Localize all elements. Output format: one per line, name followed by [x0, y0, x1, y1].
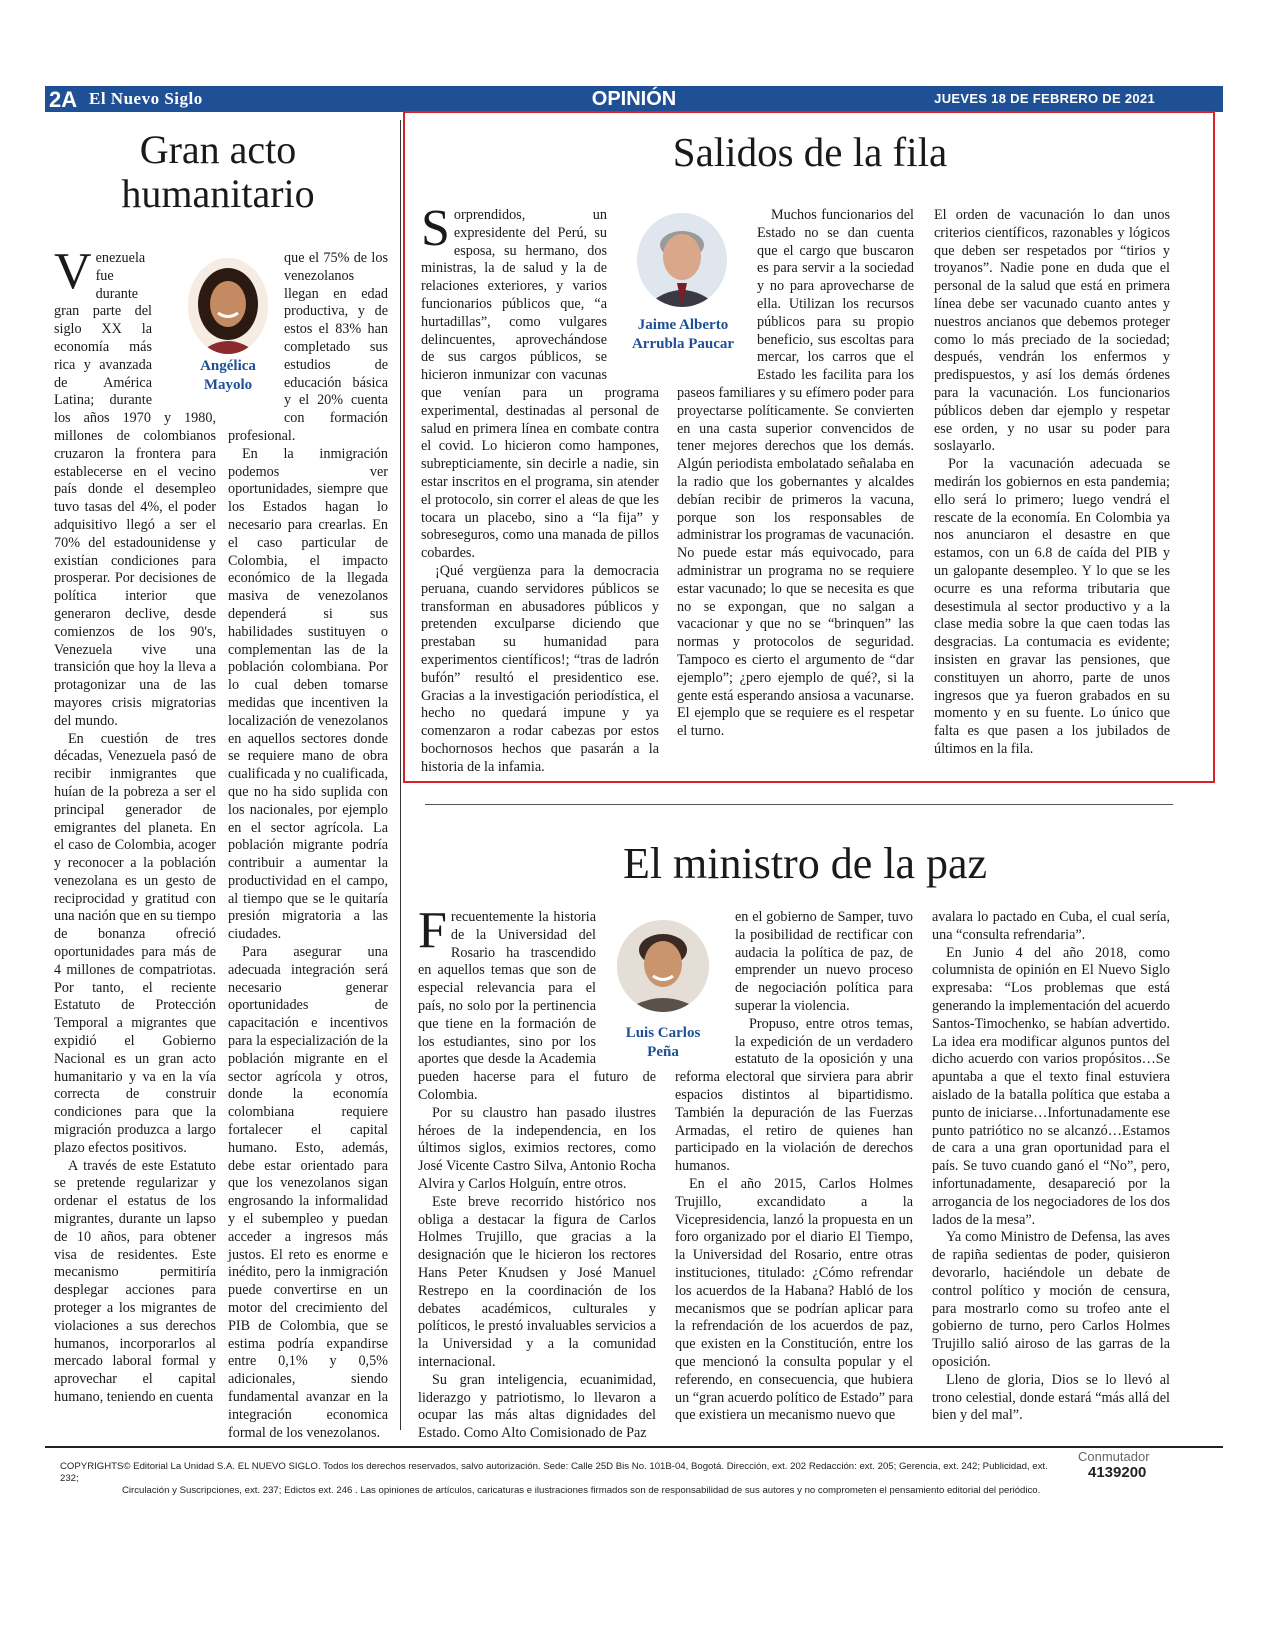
article3-author-line1: Luis Carlos — [625, 1025, 701, 1041]
article1-paragraph: A través de este Estatuto se pretende regularizar y ordenar el estatus de los migrantes, durante un lapso de 10 años, para obtener visa de residentes. Este mecanismo permitiría desplegar acciones para proteger a los migrantes de violaciones a sus derechos humanos, incorporarlos al mercado laboral formal y aprovechar el capital humano, teniendo en cuenta — [54, 1157, 216, 1405]
article3-paragraph: Ya como Ministro de Defensa, las aves de rapiña sedientas de poder, quisieron devorarlo, haciéndole un debate de control político y moción de censura, para mostrarlo como su trofeo ante el gobierno de turno, pero Carlos Holmes Trujillo salió airoso de las garras de la oposición. — [932, 1229, 1170, 1370]
article3-paragraph: Este breve recorrido histórico nos obliga a destacar la figura de Carlos Holmes Trujillo, que gracias a la designación que le hicieron los rectores Hans Peter Knudsen y José Manuel Restrepo en la coordinación de los debates académicos, culturales y políticos, le prestó invaluables servicios a la Universidad y a la comunidad internacional. — [418, 1193, 656, 1370]
article1-paragraph: Para asegurar una adecuada integración será necesario generar oportunidades de capacitación e incentivos para la especialización de la población migrante en el sector agrícola y otros, donde la economía colombiana requiere fortalecer el capital humano. Esto, además, debe estar orientado para que los venezolanos sigan engrosando la informalidad y el subempleo y puedan acceder a ingresos más justos. El reto es enorme e inédito, pero la inmigración puede convertirse en un motor del crecimiento del PIB de Colombia, que se estima podría expandirse entre 0,1% y 0,5% adicionales, siendo fundamental avanzar en la integración economica formal de los venezolanos. — [228, 944, 388, 1441]
column-divider — [400, 120, 401, 1430]
article1-title-line1: Gran acto — [139, 127, 297, 172]
article3-column-3 — [932, 909, 1170, 1425]
article3-paragraph-text: recuentemente la historia de la Universidad del Rosario ha trascendido en aquellos temas que son de especial relevancia para el país, no solo por la pertinencia que tiene en la formación de los estudiantes, sino por los aportes que desde la Academia pueden hacerse para el futuro de Colombia. — [418, 909, 656, 1103]
article2-column-3 — [934, 207, 1170, 759]
switchboard-number: 4139200 — [1088, 1464, 1147, 1481]
article3-column-2 — [675, 909, 913, 1425]
article2-author-line2: Arrubla Paucar — [631, 336, 735, 352]
article1-author-line1: Angélica — [200, 358, 256, 374]
footer-copyright — [60, 1461, 1050, 1497]
newspaper-name: El Nuevo Siglo — [89, 89, 203, 108]
photo-wrap-spacer — [607, 207, 659, 379]
article1-column-2 — [228, 250, 388, 1442]
article3-paragraph: en el gobierno de Samper, tuvo la posibilidad de rectificar con audacia la política de paz, de emprender un nuevo proceso de negociación política para superar la violencia. — [735, 909, 913, 1014]
article2-column-1 — [421, 200, 659, 777]
article3-author-line2: Peña — [647, 1044, 679, 1060]
drop-cap: S — [421, 200, 450, 257]
article2-paragraph: Muchos funcionarios del Estado no se dan cuenta que el cargo que buscaron es para servir a la sociedad y no para aprovecharse de ella. Utilizan los recursos públicos para su propio beneficio, sus escoltas para mercar, los carros que el Estado les facilita para los paseos familiares y su efímero poder para proyectarse políticamente. Se convierten en una casta superior convencidos de tener mejores derechos que los demás. Algún periodista embolatado señalaba en la radio que los gobernantes y alcaldes debían recibir de primeros la vacuna, porque son los responsables de administrar los programas de vacunación. No puede estar más equivocado, para administrar un programa no se requiere estar vacunado; lo que se necesita es que no se expongan, que no salgan a vacacionar y que no se “brinquen” las normas y protocolos de seguridad. Tampoco es cierto el argumento de “dar ejemplo”; ¿pero ejemplo de qué?, si la gente está esperando ansiosa a vacunarse. El ejemplo que se requiere es el respetar el turno. — [677, 207, 914, 740]
article3-paragraph: En el año 2015, Carlos Holmes Trujillo, excandidato a la Vicepresidencia, lanzó la propuesta en un foro organizado por el diario El Tiempo, la Universidad del Rosario, entre otras instituciones, titulado: ¿Cómo refrendar los acuerdos de la Habana? Habló de los mecanismos que se podrían aplicar para la refrendación de los acuerdos de paz, que existen en la Constitución, entre los que mencionó la consulta popular y el referendo, en consecuencia, que hubiera un “gran acuerdo político de Estado” para que existiera un mecanismo nuevo que — [675, 1175, 913, 1424]
section-title: OPINIÓN — [591, 88, 677, 110]
photo-wrap-spacer — [152, 250, 216, 400]
article3-paragraph: Propuso, entre otros temas, la expedición de un verdadero estatuto de la oposición y una reforma electoral que sirviera para abrir espacios distintos al bipartidismo. También la depuración de las Fuerzas Armadas, el retiro de quienes han participado en la violación de derechos humanos. — [675, 1015, 913, 1175]
page-header — [45, 86, 1223, 112]
section-divider — [425, 804, 1173, 805]
article2-paragraph: ¡Qué vergüenza para la democracia peruana, cuando servidores públicos se transforman en abusadores públicos y pretenden exculparse diciendo que prestaban su humanidad para experimentos científicos!; “tras de ladrón bufón” resultó el presidentico ese. Gracias a la investigación periodística, el hecho no quedará impune y ya comenzaron a rodar cabezas por estos bochornosos hechos que pasarán a la historia de la infamia. — [421, 562, 659, 775]
article3-paragraph: avalara lo pactado en Cuba, el cual sería, una “consulta refrendaria”. — [932, 909, 1170, 943]
article1-paragraph-text: enezuela fue durante gran parte del siglo XX la economía más rica y avanzada de América Latina; durante los años 1970 y 1980, millones de colombianos cruzaron la frontera para establecerse en el vecino país donde el desempleo tuvo tasas del 4%, el poder adquisitivo llegó a ser el 70% del estadounidense y existían condiciones para prosperar. Por decisiones de política interior que generaron declive, desde comienzos de los 90's, Venezuela vive una transición que hoy la lleva a protagonizar una de las mayores crisis migratorias del mundo. — [54, 250, 216, 729]
article1-title — [48, 128, 388, 216]
page-number: 2A — [49, 87, 78, 112]
article1-paragraph: que el 75% de los venezolanos llegan en edad productiva, y de estos el 83% han completado sus estudios de educación básica y el 20% cuenta con formación profesional. — [228, 250, 388, 444]
footer-line-2: Circulación y Suscripciones, ext. 237; Edictos ext. 246 . Las opiniones de artículos, caricaturas e ilustraciones firmados son de responsabilidad de sus autores y no comprometen el pensamiento editorial del periódico. — [122, 1485, 1041, 1496]
article3-paragraph: Lleno de gloria, Dios se lo llevó al trono celestial, donde estará “más allá del bien y del mal”. — [932, 1371, 1170, 1424]
article3-paragraph: Por su claustro han pasado ilustres héroes de la independencia, en los últimos siglos, eximios rectores, como José Vicente Castro Silva, Antonio Rocha Alvira y Carlos Holguín, entre otros. — [418, 1104, 656, 1192]
photo-wrap-spacer — [596, 909, 656, 1069]
article2-paragraph-text: orprendidos, un expresidente del Perú, su esposa, su hermano, dos ministras, la de salud y la de relaciones exteriores, y varios funcionarios públicos que, “a hurtadillas”, como vulgares delincuentes, aprovechándose de sus cargos públicos, se hicieron inmunizar con vacunas que venían para un programa experimental, destinadas al personal de salud en primera línea en combate contra el covid. Lo hicieron como hampones, subrepticiamente, sin decirle a nadie, sin estar inscritos en el programa, sin atender el protocolo, sin correr el aleas de que les tocara un placebo, sino a “la fija” y sobreseguros, como una manada de pillos cobardes. — [421, 207, 659, 562]
issue-date: JUEVES 18 DE FEBRERO DE 2021 — [934, 91, 1155, 106]
article1-author-line2: Mayolo — [203, 377, 253, 393]
switchboard-label: Conmutador — [1078, 1449, 1150, 1464]
article1-title-line2: humanitario — [121, 171, 315, 216]
article3-paragraph: En Junio 4 del año 2018, como columnista de opinión en El Nuevo Siglo expresaba: “Los problemas que está generando la implementación del acuerdo Santos-Timochenko, se habían advertido. La idea era modificar algunos puntos del dicho acuerdo con varios propósitos…Se apuntaba a que el texto final estuviera aislado de la batalla política que estaba a punto de iniciarse…Infortunadamente ese punto patriótico no se alcanzó…Estamos de cara a una gran oportunidad para el país. Se tuvo cuando ganó el “No”, pero, infortunadamente, desapareció por la arrogancia de los negociadores de los dos lados de la mesa”. — [932, 944, 1170, 1228]
footer-divider — [45, 1446, 1223, 1448]
article2-title: Salidos de la fila — [672, 129, 948, 175]
article3-title: El ministro de la paz — [622, 839, 988, 888]
photo-wrap-spacer — [677, 207, 757, 379]
footer-line-1: COPYRIGHTS© Editorial La Unidad S.A. EL NUEVO SIGLO. Todos los derechos reservados, salvo autorización. Sede: Calle 25D Bis No. 101B-04, Bogotá. Dirección, ext. 202 Redacción: ext. 205; Gerencia, ext. 242; Publicidad, ext. 232; — [60, 1461, 1048, 1484]
article3-paragraph: Su gran inteligencia, ecuanimidad, liderazgo y patriotismo, lo llevaron a ocupar las más altas dignidades del Estado. Como Alto Comisionado de Paz — [418, 1371, 656, 1442]
article1-column-1 — [54, 243, 216, 1407]
drop-cap: V — [54, 243, 92, 300]
article1-paragraph: En la inmigración podemos ver oportunidades, siempre que los Estados hagan lo necesario para crearlas. En el caso particular de Colombia, el impacto económico de la llegada masiva de venezolanos dependerá si sus habilidades sustituyen o complementan las de la población colombiana. Por lo cual deben tomarse medidas que incentiven la localización de venezolanos en aquellos sectores donde se requiere mano de obra cualificada y no cualificada, que no ha sido suplida con los nacionales, por ejemplo en el sector agrícola. La población migrante podría contribuir a aumentar la productividad en el campo, al tiempo que se le quitaría presión migratoria a las ciudades. — [228, 445, 388, 943]
article2-column-2 — [677, 207, 914, 741]
article2-author-line1: Jaime Alberto — [637, 317, 729, 333]
article3-column-1 — [418, 902, 656, 1443]
drop-cap: F — [418, 902, 447, 959]
photo-wrap-spacer — [228, 250, 284, 413]
article1-paragraph: En cuestión de tres décadas, Venezuela pasó de recibir inmigrantes que huían de la pobreza a ser el principal generador de emigrantes del planeta. En el caso de Colombia, acoger y reconocer a la población venezolana es un gesto de reciprocidad y gratitud con una nación que en su tiempo de bonanza ofreció oportunidades para más de 4 millones de compatriotas. Por tanto, el reciente Estatuto de Protección Temporal a migrantes que expidió el Gobierno Nacional es un gran acto humanitario y va en la vía correcta de construir condiciones para que la migración produzca a largo plazo efectos positivos. — [54, 730, 216, 1156]
article2-paragraph: Por la vacunación adecuada se medirán los gobiernos en esta pandemia; ello será lo primero; luego vendrá el rescate de la economía. En Colombia ya nos anunciaron el desastre en que estamos, con un 6.8 de caída del PIB y un galopante desempleo. Y lo que se les ocurre es una reforma tributaria que desestimula al sector productivo y a la clase media sobre la que caen todas las desgracias. La contumacia es evidente; insisten en gravar las pensiones, que constituyen un ahorro, parte de unos ingresos que ya fueron grabados en su momento y en su fuente. Lo único que falta es que pasen a los jubilados de últimos en la fila. — [934, 456, 1170, 757]
article2-paragraph: El orden de vacunación lo dan unos criterios científicos, razonables y lógicos que deben ser respetados por “tirios y troyanos”. Nadie pone en duda que el personal de la salud que está en primera línea debe ser vacunado cuanto antes y nuestros ancianos que debemos proteger como lo más preciado de la sociedad; después, vendrán los enfermos y predispuestos, y así los demás órdenes para la vacunación. Los funcionarios públicos deben dar ejemplo y respetar ese orden, y no usar su poder para soslayarlo. — [934, 207, 1170, 455]
photo-wrap-spacer — [675, 909, 735, 1069]
